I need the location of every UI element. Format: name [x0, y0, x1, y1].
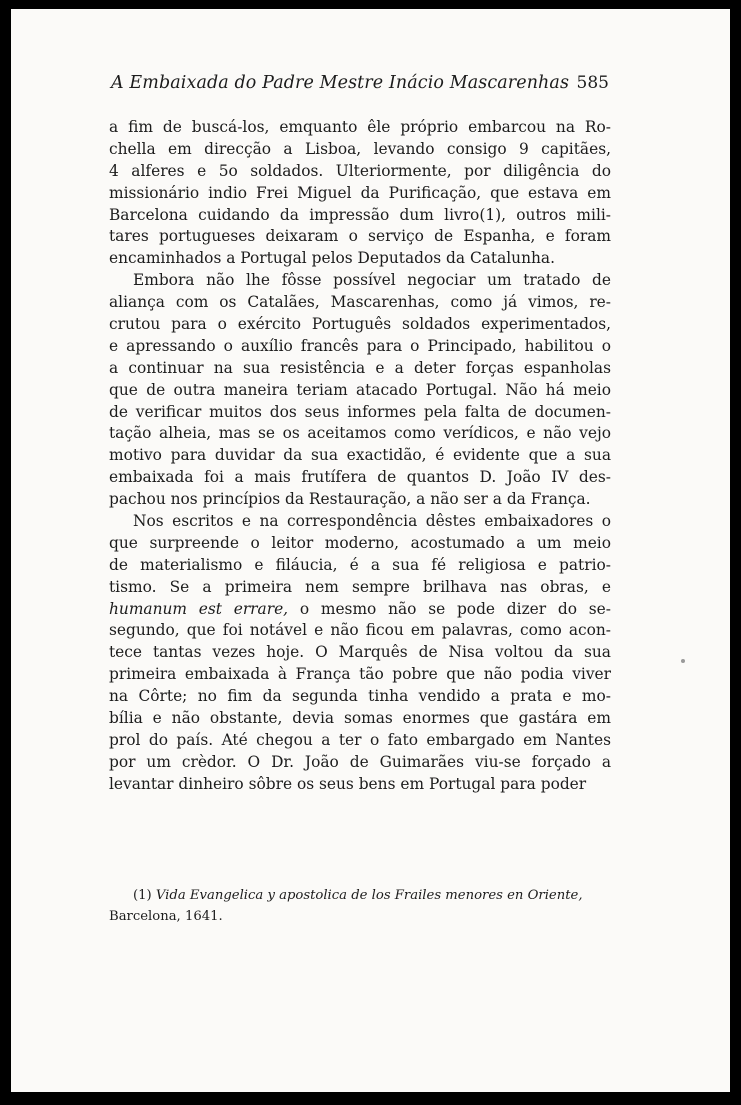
text-line: prol do país. Até chegou a ter o fato embargado em Nantes	[109, 730, 611, 749]
paper-speck	[681, 659, 685, 663]
text-line: na Côrte; no fim da segunda tinha vendido a prata e mo-	[109, 687, 611, 706]
body-text	[109, 117, 611, 796]
text-line: embaixada foi a mais frutífera de quantos D. João IV des-	[109, 468, 611, 487]
paragraph-2	[109, 270, 611, 511]
text-line: tismo. Se a primeira nem sempre brilhava nas obras, e	[109, 577, 611, 596]
text-line: a fim de buscá-los, emquanto êle próprio embarcou na Ro-	[109, 118, 611, 136]
text-line: chella em direcção a Lisboa, levando consigo 9 capitães,	[109, 139, 611, 158]
footnote-citation: Vida Evangelica y apostolica de los Frailes menores en Oriente,	[155, 888, 583, 903]
text-line: tares portugueses deixaram o serviço de Espanha, e foram	[109, 227, 611, 246]
text-line: que surpreende o leitor moderno, acostumado a um meio	[109, 533, 611, 552]
text-line: primeira embaixada à França tão pobre que não podia viver	[109, 665, 611, 684]
footnote-line	[109, 885, 611, 906]
line-rest: o mesmo não se pode dizer do se-	[288, 599, 611, 618]
text-line: pachou nos princípios da Restauração, a não ser a da França.	[109, 490, 591, 509]
text-line: aliança com os Catalães, Mascarenhas, como já vimos, re-	[109, 293, 611, 312]
text-line: crutou para o exército Português soldados experimentados,	[109, 315, 611, 334]
text-line: missionário indio Frei Miguel da Purificação, que estava em	[109, 183, 611, 202]
text-line-with-italic	[109, 599, 611, 621]
text-line: Barcelona cuidando da impressão dum livro(1), outros mili-	[109, 205, 611, 224]
text-line: tece tantas vezes hoje. O Marquês de Nisa voltou da sua	[109, 643, 611, 662]
page-number: 585	[576, 73, 609, 93]
text-line: de verificar muitos dos seus informes pela falta de documen-	[109, 402, 611, 421]
italic-phrase: humanum est errare,	[109, 599, 289, 618]
paragraph-1	[109, 117, 611, 270]
text-line: a continuar na sua resistência e a deter forças espanholas	[109, 358, 611, 377]
running-head	[111, 73, 609, 93]
text-line: 4 alferes e 5o soldados. Ulteriormente, por diligência do	[109, 161, 611, 180]
running-head-title: A Embaixada do Padre Mestre Inácio Mascarenhas	[111, 73, 570, 93]
text-line: Nos escritos e na correspondência dêstes embaixadores o	[133, 512, 611, 531]
text-line: e apressando o auxílio francês para o Principado, habilitou o	[109, 336, 611, 355]
text-line: segundo, que foi notável e não ficou em palavras, como acon-	[109, 621, 611, 640]
text-line: Embora não lhe fôsse possível negociar um tratado de	[133, 271, 611, 290]
text-line: bília e não obstante, devia somas enormes que gastára em	[109, 709, 611, 728]
text-line: de materialismo e filáucia, é a sua fé religiosa e patrio-	[109, 555, 611, 574]
text-line: levantar dinheiro sôbre os seus bens em Portugal para poder	[109, 774, 587, 793]
footnote-line: Barcelona, 1641.	[109, 909, 223, 924]
text-line: por um crèdor. O Dr. João de Guimarães viu-se forçado a	[109, 752, 611, 771]
text-line: tação alheia, mas se os aceitamos como verídicos, e não vejo	[109, 424, 611, 443]
text-line: motivo para duvidar da sua exactidão, é evidente que a sua	[109, 446, 611, 465]
footnote-marker: (1)	[133, 888, 152, 903]
footnote	[109, 885, 611, 927]
text-line: que de outra maneira teriam atacado Portugal. Não há meio	[109, 380, 611, 399]
book-page	[11, 9, 730, 1092]
paragraph-3	[109, 511, 611, 796]
text-line: encaminhados a Portugal pelos Deputados da Catalunha.	[109, 249, 555, 268]
